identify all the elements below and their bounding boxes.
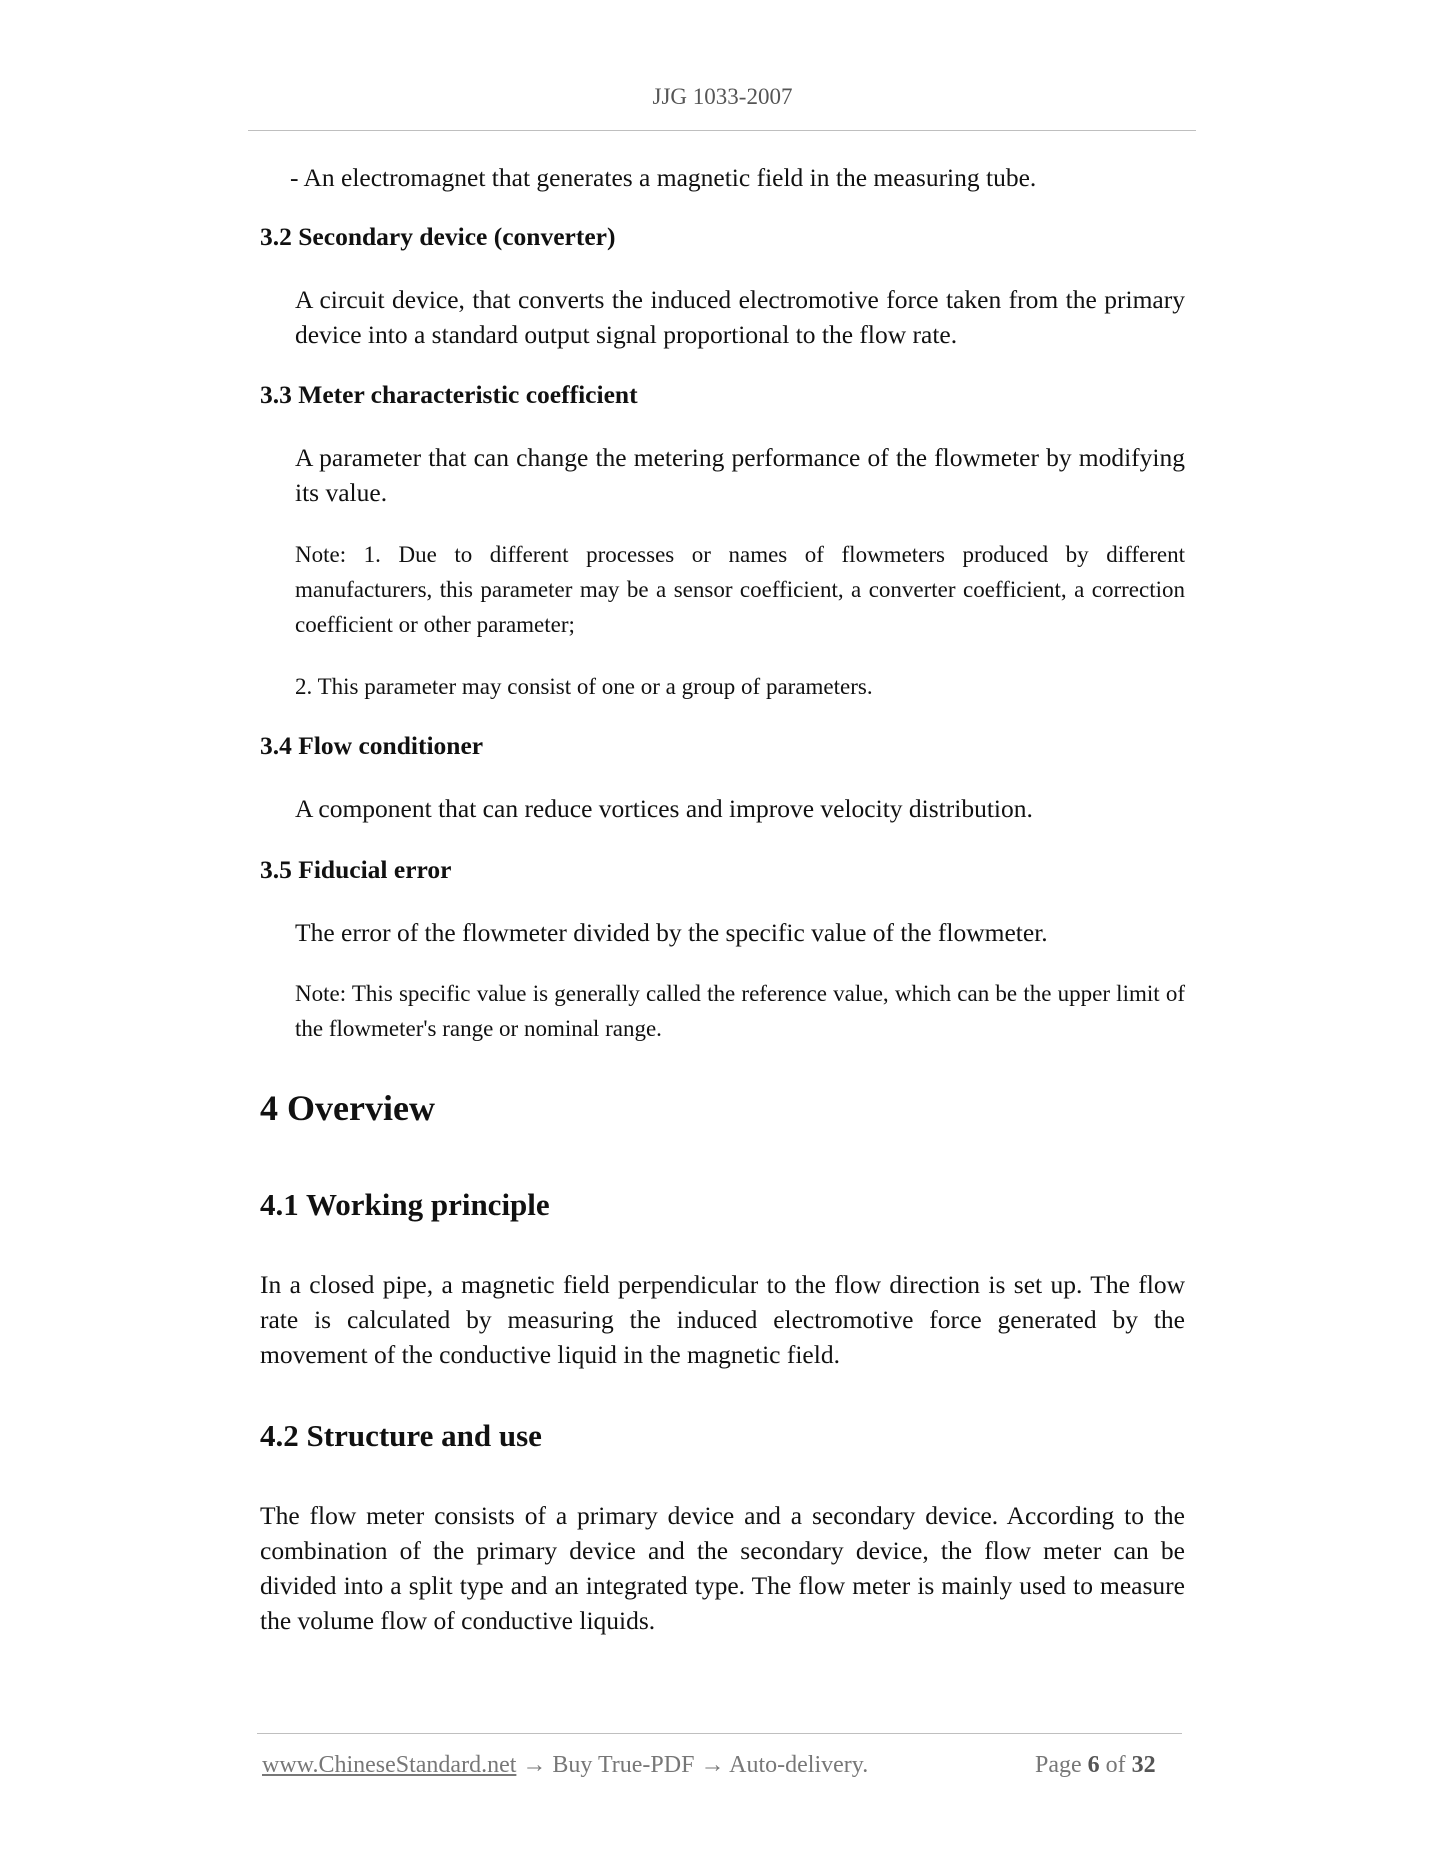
para-3-3: A parameter that can change the metering performance of the flowmeter by modifying its value. xyxy=(295,443,1185,507)
note-3-3-2: 2. This parameter may consist of one or a group of parameters. xyxy=(295,674,873,699)
of-label: of xyxy=(1105,1752,1126,1778)
para-4-2: The flow meter consists of a primary device and a secondary device. According to the combination of the primary device and the secondary device, the flow meter can be divided into a split type and an integrated type. The flow meter is mainly used to measure the volume flow of conductive liquids. xyxy=(260,1501,1185,1635)
header-divider xyxy=(248,130,1196,131)
heading-4-2: 4.2 Structure and use xyxy=(260,1418,542,1453)
page-total: 32 xyxy=(1131,1752,1156,1778)
heading-3-4: 3.4 Flow conditioner xyxy=(260,731,484,760)
note-3-3-1: Note: 1. Due to different processes or names of flowmeters produced by different manufacturers, this parameter may be a sensor coefficient, a converter coefficient, a correction coefficient or other parameter; xyxy=(295,542,1185,637)
heading-3-5: 3.5 Fiducial error xyxy=(260,855,452,884)
bullet-electromagnet: - An electromagnet that generates a magnetic field in the measuring tube. xyxy=(290,163,1037,192)
heading-4: 4 Overview xyxy=(260,1088,435,1128)
chinesestandard-link[interactable]: www.ChineseStandard.net xyxy=(262,1752,517,1778)
auto-delivery-text: Auto-delivery. xyxy=(729,1752,869,1778)
para-3-2: A circuit device, that converts the induced electromotive force taken from the primary device into a standard output signal proportional to the flow rate. xyxy=(295,285,1185,349)
page-label: Page xyxy=(1035,1752,1082,1778)
heading-3-2: 3.2 Secondary device (converter) xyxy=(260,222,616,251)
page-current: 6 xyxy=(1087,1752,1100,1778)
buy-true-pdf-text: Buy True-PDF xyxy=(552,1752,695,1778)
arrow-right-icon: → xyxy=(700,1752,725,1778)
page-indicator xyxy=(1035,1752,1156,1779)
footer-left xyxy=(262,1752,868,1779)
arrow-right-icon: → xyxy=(522,1752,547,1778)
para-4-1: In a closed pipe, a magnetic field perpendicular to the flow direction is set up. The flow rate is calculated by measuring the induced electromotive force generated by the movement of the conductive liquid in the magnetic field. xyxy=(260,1270,1185,1369)
running-header: JJG 1033-2007 xyxy=(652,84,793,109)
para-3-4: A component that can reduce vortices and improve velocity distribution. xyxy=(295,794,1033,823)
footer-divider xyxy=(257,1733,1182,1734)
heading-3-3: 3.3 Meter characteristic coefficient xyxy=(260,380,638,409)
note-3-5: Note: This specific value is generally called the reference value, which can be the upper limit of the flowmeter's range or nominal range. xyxy=(295,981,1185,1041)
heading-4-1: 4.1 Working principle xyxy=(260,1187,550,1222)
para-3-5: The error of the flowmeter divided by the specific value of the flowmeter. xyxy=(295,918,1048,947)
